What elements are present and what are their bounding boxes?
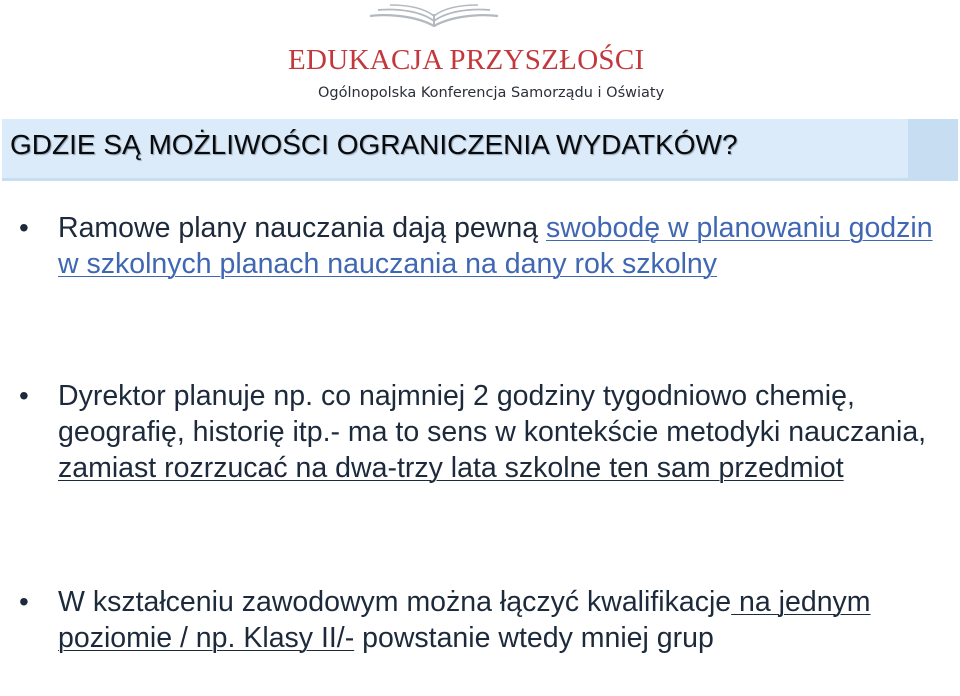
bullet-dot-icon: • <box>19 212 29 243</box>
bullet-underlined-text: na jednym poziomie / np. Klasy II/- <box>58 586 871 654</box>
bullet-text: W kształceniu zawodowym można łączyć kwalifikacje <box>58 586 732 618</box>
bullet-underlined-text: zamiast rozrzucać na dwa-trzy lata szkolne ten sam przedmiot <box>58 452 844 484</box>
bullet-item <box>19 584 958 656</box>
bullet-text-after: powstanie wtedy mniej grup <box>354 622 714 654</box>
bullet-dot-icon: • <box>19 586 29 617</box>
bullet-link[interactable]: swobodę w planowaniu godzin w szkolnych planach nauczania na dany rok szkolny <box>58 212 933 280</box>
slide-title: GDZIE SĄ MOŻLIWOŚCI OGRANICZENIA WYDATKÓW? <box>10 129 738 160</box>
bullet-dot-icon: • <box>19 380 29 411</box>
logo-subtitle: Ogólnopolska Konferencja Samorządu i Oświaty <box>318 85 665 101</box>
bullet-text: Dyrektor planuje np. co najmniej 2 godziny tygodniowo chemię, geografię, historię itp.- ma to sens w kontekście metodyki nauczania, <box>58 380 927 448</box>
bullet-item <box>19 378 958 486</box>
logo-title: EDUKACJA PRZYSZŁOŚCI <box>288 44 645 76</box>
bullet-item <box>19 210 958 282</box>
bullet-text: Ramowe plany nauczania dają pewną <box>58 212 546 244</box>
